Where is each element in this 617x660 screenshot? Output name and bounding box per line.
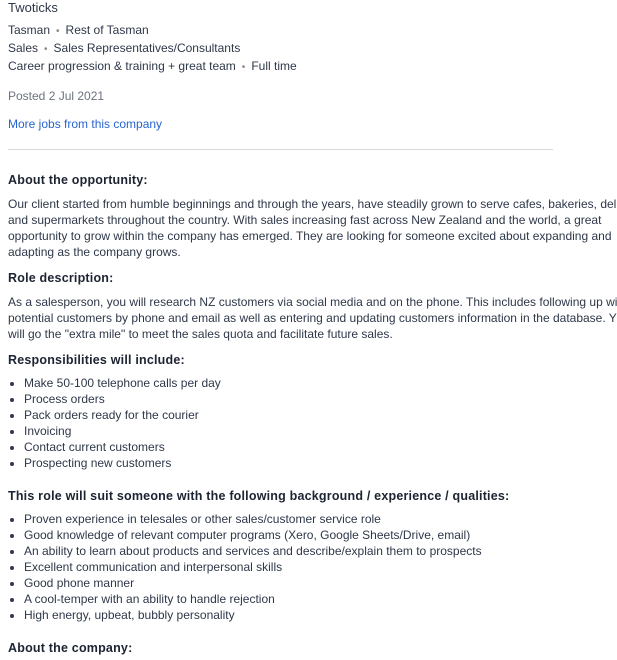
- role-section: [8, 270, 568, 286]
- work-type: Full time: [251, 59, 297, 73]
- role-text: [8, 294, 617, 342]
- highlight-benefits: Career progression & training + great team: [8, 59, 236, 73]
- separator-dot: •: [241, 62, 246, 73]
- responsibilities-list: [8, 375, 568, 471]
- list-item: • Invoicing: [24, 423, 568, 439]
- qualities-section: [8, 488, 568, 504]
- responsibilities-heading: Responsibilities will include:: [8, 353, 185, 367]
- opportunity-line: adapting as the company grows.: [8, 245, 181, 259]
- list-item: • High energy, upbeat, bubbly personality: [24, 607, 568, 623]
- role-line: will go the "extra mile" to meet the sales quota and facilitate future sales.: [8, 327, 393, 341]
- list-item: • Make 50-100 telephone calls per day: [24, 375, 568, 391]
- more-jobs-link[interactable]: More jobs from this company: [8, 117, 163, 131]
- category-sub: Sales Representatives/Consultants: [53, 41, 241, 55]
- list-item: • Contact current customers: [24, 439, 568, 455]
- list-item: • A cool-temper with an ability to handle rejection: [24, 591, 568, 607]
- location-region: Tasman: [8, 23, 51, 37]
- list-item: • Prospecting new customers: [24, 455, 568, 471]
- opportunity-line: and supermarkets throughout the country. With sales increasing fast across New Zealand and the world, a great: [8, 213, 602, 227]
- role-line: As a salesperson, you will research NZ customers via social media and on the phone. This includes following up wi: [8, 295, 617, 309]
- opportunity-line: Our client started from humble beginnings and through the years, have steadily grown to serve cafes, bakeries, del: [8, 197, 617, 211]
- qualities-list-wrap: [8, 511, 568, 623]
- opportunity-line: opportunity to grow within the company has emerged. They are looking for someone excited about expanding and: [8, 229, 612, 243]
- opportunity-heading: About the opportunity:: [8, 173, 148, 187]
- company-section: [8, 640, 568, 656]
- list-item: • An ability to learn about products and services and describe/explain them to prospects: [24, 543, 568, 559]
- role-heading: Role description:: [8, 271, 114, 285]
- separator-dot: •: [44, 44, 48, 55]
- opportunity-text: [8, 196, 617, 260]
- role-line: potential customers by phone and email as well as entering and updating customers information in the database. Y: [8, 311, 617, 325]
- company-heading: About the company:: [8, 641, 133, 655]
- list-item: • Pack orders ready for the courier: [24, 407, 568, 423]
- qualities-list: [8, 511, 568, 623]
- opportunity-section: [8, 172, 568, 188]
- list-item: • Good phone manner: [24, 575, 568, 591]
- qualities-heading: This role will suit someone with the following background / experience / qualities:: [8, 489, 510, 503]
- separator-dot: •: [56, 26, 60, 37]
- responsibilities-section: [8, 352, 568, 368]
- divider: [8, 149, 553, 150]
- list-item: • Proven experience in telesales or other sales/customer service role: [24, 511, 568, 527]
- responsibilities-list-wrap: [8, 375, 568, 471]
- job-highlights: [8, 58, 297, 76]
- category-main: Sales: [8, 41, 39, 55]
- posted-date: Posted 2 Jul 2021: [8, 89, 105, 103]
- list-item: • Good knowledge of relevant computer programs (Xero, Google Sheets/Drive, email): [24, 527, 568, 543]
- list-item: • Process orders: [24, 391, 568, 407]
- location-area: Rest of Tasman: [65, 23, 149, 37]
- company-name: Twoticks: [8, 0, 58, 15]
- job-category: [8, 40, 240, 58]
- list-item: • Excellent communication and interpersonal skills: [24, 559, 568, 575]
- job-location: [8, 22, 149, 40]
